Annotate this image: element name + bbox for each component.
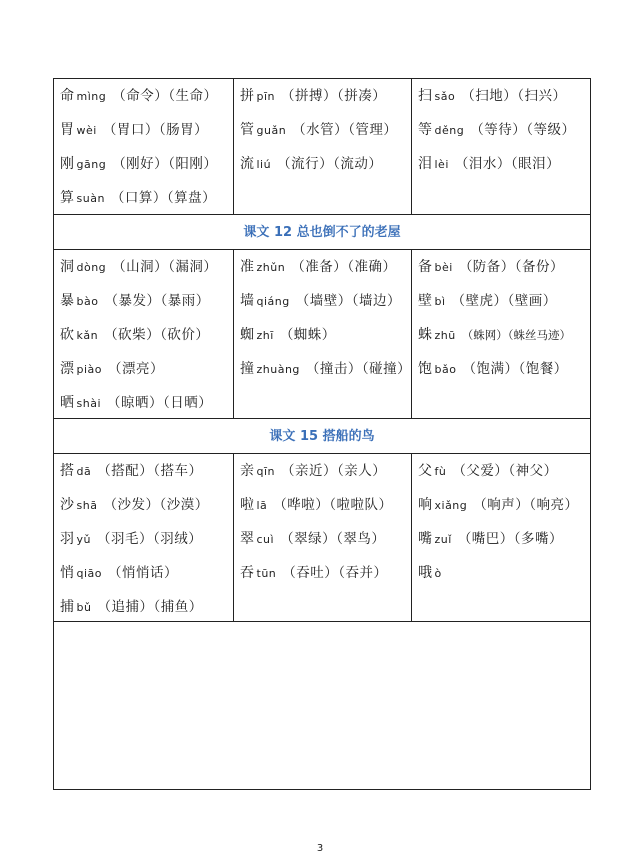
vocabulary-table: [53, 78, 591, 790]
vocab-entry: [240, 556, 411, 590]
vocab-entry: [240, 250, 411, 284]
vocab-entry: [240, 79, 411, 113]
vocab-character: 撞: [240, 361, 255, 377]
vocab-pinyin: tūn: [256, 567, 277, 580]
section-1-col-1: [54, 79, 234, 214]
section-2-row: [54, 250, 590, 419]
vocab-words: （砍柴）（砍价）: [104, 327, 210, 343]
vocab-character: 砍: [60, 327, 75, 343]
vocab-pinyin: ò: [434, 567, 442, 580]
vocab-character: 泪: [418, 156, 433, 172]
vocab-character: 啦: [240, 497, 255, 513]
vocab-words: （命令）（生命）: [112, 88, 218, 104]
vocab-character: 扫: [418, 88, 433, 104]
page-number: 3: [316, 843, 324, 854]
vocab-pinyin: dā: [76, 465, 92, 478]
vocab-entry: [418, 113, 590, 147]
vocab-character: 悄: [60, 565, 75, 581]
vocab-pinyin: xiǎng: [434, 499, 468, 512]
vocab-character: 吞: [240, 565, 255, 581]
vocab-words: （准备）（准确）: [291, 259, 397, 275]
vocab-entry: [60, 590, 233, 624]
vocab-words: （壁虎）（壁画）: [451, 293, 557, 309]
vocab-character: 翠: [240, 531, 255, 547]
vocab-pinyin: liú: [256, 158, 272, 171]
section-2-heading: 课文 12 总也倒不了的老屋: [54, 215, 590, 250]
vocab-pinyin: guǎn: [256, 124, 287, 137]
vocab-entry: [60, 113, 233, 147]
vocab-words: （追捕）（捕鱼）: [97, 599, 203, 615]
vocab-entry: [418, 488, 590, 522]
section-3-col-1: [54, 454, 234, 621]
vocab-pinyin: qīn: [256, 465, 276, 478]
vocab-pinyin: sǎo: [434, 90, 456, 103]
vocab-entry: [418, 352, 590, 386]
vocab-entry: [418, 454, 590, 488]
vocab-words: （饱满）（饱餐）: [462, 361, 568, 377]
vocab-character: 哦: [418, 565, 433, 581]
empty-area: [54, 622, 590, 789]
vocab-character: 备: [418, 259, 433, 275]
vocab-words: （水管）（管理）: [292, 122, 398, 138]
vocab-entry: [60, 181, 233, 215]
vocab-pinyin: lèi: [434, 158, 449, 171]
vocab-character: 壁: [418, 293, 433, 309]
vocab-pinyin: qiáng: [256, 295, 290, 308]
vocab-words: （扫地）（扫兴）: [461, 88, 567, 104]
vocab-character: 晒: [60, 395, 75, 411]
vocab-words: （等待）（等级）: [470, 122, 576, 138]
vocab-words: （嘴巴）（多嘴）: [457, 531, 564, 547]
vocab-pinyin: gāng: [76, 158, 107, 171]
vocab-entry: [418, 147, 590, 181]
section-2-col-3: [412, 250, 590, 418]
vocab-character: 拼: [240, 88, 255, 104]
vocab-character: 捕: [60, 599, 75, 615]
vocab-pinyin: bào: [76, 295, 99, 308]
vocab-character: 蜘: [240, 327, 255, 343]
section-3-col-2: [234, 454, 412, 621]
vocab-words: （暴发）（暴雨）: [104, 293, 210, 309]
vocab-words: （撞击）（碰撞）: [305, 361, 412, 377]
vocab-words: （刚好）（阳刚）: [112, 156, 218, 172]
vocab-pinyin: bǎo: [434, 363, 457, 376]
vocab-words: （搭配）（搭车）: [97, 463, 203, 479]
vocab-entry: [60, 352, 233, 386]
vocab-words: （防备）（备份）: [458, 259, 565, 275]
vocab-entry: [60, 522, 233, 556]
vocab-character: 嘴: [418, 531, 433, 547]
vocab-entry: [60, 454, 233, 488]
vocab-pinyin: bèi: [434, 261, 453, 274]
vocab-words: （泪水）（眼泪）: [454, 156, 561, 172]
vocab-entry: [418, 284, 590, 318]
vocab-pinyin: lā: [256, 499, 268, 512]
vocab-entry: [240, 318, 411, 352]
vocab-words: （翠绿）（翠鸟）: [280, 531, 386, 547]
vocab-entry: [240, 522, 411, 556]
vocab-pinyin: mìng: [76, 90, 107, 103]
vocab-entry: [60, 147, 233, 181]
vocab-pinyin: pīn: [256, 90, 276, 103]
vocab-pinyin: shài: [76, 397, 101, 410]
vocab-pinyin: suàn: [76, 192, 105, 205]
vocab-words: （父爱）（神父）: [452, 463, 558, 479]
vocab-character: 父: [418, 463, 433, 479]
vocab-words: （哗啦）（啦啦队）: [273, 497, 393, 513]
vocab-pinyin: kǎn: [76, 329, 99, 342]
vocab-words: （沙发）（沙漠）: [103, 497, 209, 513]
vocab-entry: [418, 250, 590, 284]
vocab-entry: [60, 284, 233, 318]
vocab-pinyin: cuì: [256, 533, 275, 546]
vocab-character: 蛛: [418, 327, 433, 343]
vocab-character: 准: [240, 259, 255, 275]
vocab-words: （口算）（算盘）: [110, 190, 217, 206]
vocab-pinyin: děng: [434, 124, 465, 137]
vocab-pinyin: yǔ: [76, 533, 91, 546]
vocab-pinyin: fù: [434, 465, 447, 478]
vocab-entry: [60, 79, 233, 113]
vocab-character: 沙: [60, 497, 75, 513]
section-1-row: [54, 79, 590, 215]
vocab-entry: [60, 488, 233, 522]
vocab-character: 刚: [60, 156, 75, 172]
section-2-col-2: [234, 250, 412, 418]
vocab-pinyin: bǔ: [76, 601, 92, 614]
vocab-pinyin: bì: [434, 295, 446, 308]
vocab-entry: [418, 522, 590, 556]
section-3-col-3: [412, 454, 590, 621]
vocab-pinyin: piào: [76, 363, 103, 376]
section-3-row: [54, 454, 590, 622]
vocab-character: 洞: [60, 259, 75, 275]
vocab-entry: [60, 386, 233, 420]
vocab-words: （流行）（流动）: [277, 156, 383, 172]
vocab-entry: [60, 250, 233, 284]
vocab-entry: [240, 454, 411, 488]
vocab-words: （漂亮）: [108, 361, 165, 377]
vocab-character: 命: [60, 88, 75, 104]
vocab-pinyin: zhī: [256, 329, 274, 342]
vocab-character: 漂: [60, 361, 75, 377]
vocab-pinyin: wèi: [76, 124, 97, 137]
vocab-words: （山洞）（漏洞）: [112, 259, 218, 275]
vocab-entry: [240, 352, 411, 386]
vocab-words: （蛛网）（蛛丝马迹）: [461, 328, 571, 342]
vocab-character: 饱: [418, 361, 433, 377]
vocab-entry: [418, 79, 590, 113]
vocab-character: 搭: [60, 463, 75, 479]
vocab-words: （蜘蛛）: [279, 327, 336, 343]
vocab-entry: [240, 147, 411, 181]
vocab-character: 胃: [60, 122, 75, 138]
vocab-words: （胃口）（肠胃）: [102, 122, 209, 138]
vocab-words: （悄悄话）: [108, 565, 179, 581]
vocab-character: 等: [418, 122, 433, 138]
vocab-pinyin: shā: [76, 499, 98, 512]
vocab-words: （吞吐）（吞并）: [282, 565, 388, 581]
vocab-character: 算: [60, 190, 75, 206]
vocab-words: （亲近）（亲人）: [281, 463, 387, 479]
vocab-character: 管: [240, 122, 255, 138]
vocab-pinyin: qiāo: [76, 567, 103, 580]
vocab-entry: [418, 318, 590, 352]
vocab-character: 流: [240, 156, 255, 172]
vocab-words: （拼搏）（拼凑）: [281, 88, 387, 104]
vocab-character: 响: [418, 497, 433, 513]
vocab-entry: [240, 284, 411, 318]
vocab-character: 羽: [60, 531, 75, 547]
vocab-character: 暴: [60, 293, 75, 309]
vocab-entry: [240, 113, 411, 147]
vocab-pinyin: zhuàng: [256, 363, 300, 376]
section-3-heading: 课文 15 搭船的鸟: [54, 419, 590, 454]
vocab-words: （墙壁）（墙边）: [295, 293, 401, 309]
section-1-col-3: [412, 79, 590, 214]
vocab-words: （响声）（响亮）: [473, 497, 579, 513]
section-2-col-1: [54, 250, 234, 418]
vocab-words: （羽毛）（羽绒）: [96, 531, 203, 547]
vocab-pinyin: dòng: [76, 261, 107, 274]
vocab-entry: [418, 556, 590, 590]
vocab-pinyin: zhǔn: [256, 261, 286, 274]
vocab-words: （晾晒）（日晒）: [107, 395, 213, 411]
vocab-pinyin: zuǐ: [434, 533, 452, 546]
vocab-entry: [60, 556, 233, 590]
vocab-character: 墙: [240, 293, 255, 309]
vocab-pinyin: zhū: [434, 329, 456, 342]
vocab-entry: [60, 318, 233, 352]
section-1-col-2: [234, 79, 412, 214]
vocab-entry: [240, 488, 411, 522]
vocab-character: 亲: [240, 463, 255, 479]
